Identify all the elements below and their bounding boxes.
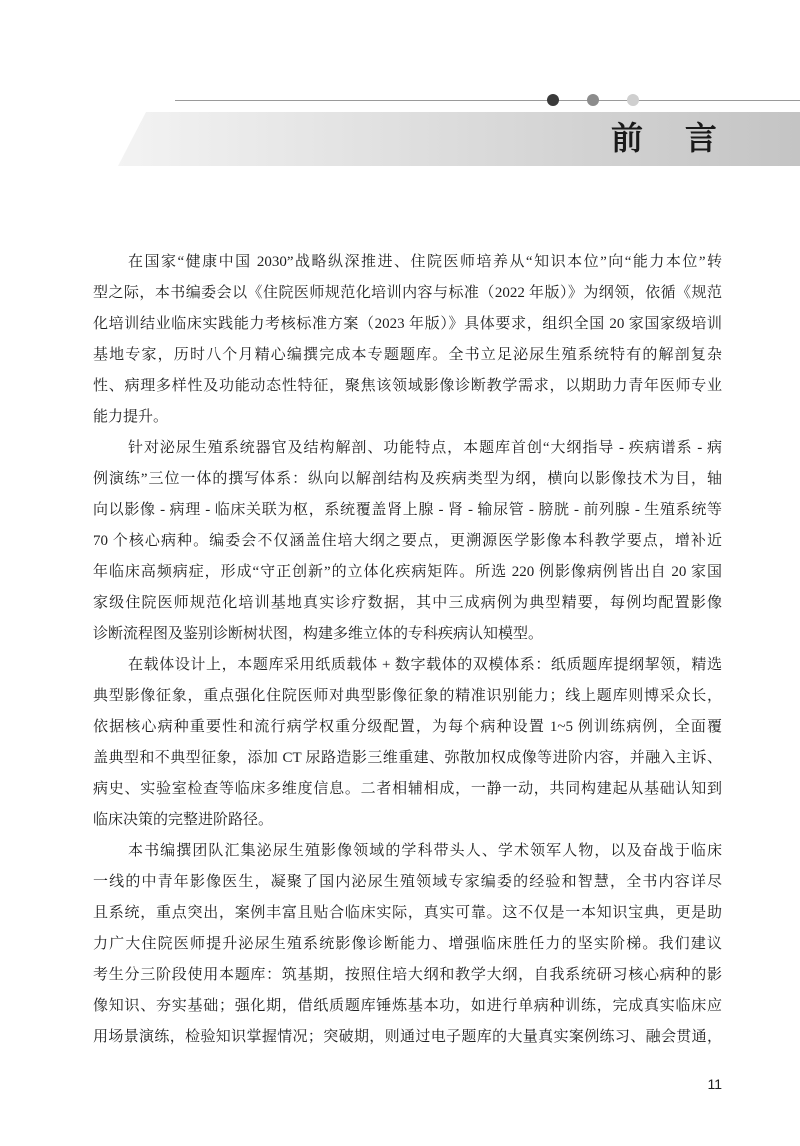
text-line: 本书编撰团队汇集泌尿生殖影像领域的学科带头人、学术领军人物，以及奋战于临床 — [128, 843, 722, 859]
text-line: 在载体设计上，本题库采用纸质载体 + 数字载体的双模体系：纸质题库提纲挈领，精选 — [128, 657, 722, 673]
header-rule — [175, 100, 800, 101]
text-line: 且系统，重点突出，案例丰富且贴合临床实际，真实可靠。这不仅是一本知识宝典，更是助 — [93, 905, 722, 921]
text-line: 性、病理多样性及功能动态性特征，聚焦该领域影像诊断教学需求，以期助力青年医师专业 — [93, 378, 722, 394]
text-line: 典型影像征象，重点强化住院医师对典型影像征象的精准识别能力；线上题库则博采众长， — [93, 688, 722, 704]
text-line: 年临床高频病症，形成“守正创新”的立体化疾病矩阵。所选 220 例影像病例皆出自 20 家国 — [93, 564, 722, 580]
text-line: 基地专家，历时八个月精心编撰完成本专题题库。全书立足泌尿生殖系统特有的解剖复杂 — [93, 347, 722, 363]
text-line: 化培训结业临床实践能力考核标准方案（2023 年版）》具体要求，组织全国 20 家国家级培训 — [93, 316, 722, 332]
text-line: 向以影像 - 病理 - 临床关联为枢，系统覆盖肾上腺 - 肾 - 输尿管 - 膀胱 - 前列腺 - 生殖系统等 — [93, 502, 722, 518]
header-dot — [627, 94, 639, 106]
text-line: 力广大住院医师提升泌尿生殖系统影像诊断能力、增强临床胜任力的坚实阶梯。我们建议 — [93, 936, 722, 952]
paragraph — [93, 247, 722, 433]
text-line: 考生分三阶段使用本题库：筑基期，按照住培大纲和教学大纲，自我系统研习核心病种的影 — [93, 967, 722, 983]
header-dot — [547, 94, 559, 106]
text-line: 病史、实验室检查等临床多维度信息。二者相辅相成，一静一动，共同构建起从基础认知到 — [93, 781, 722, 797]
preface-body — [93, 247, 722, 1053]
text-line: 能力提升。 — [93, 409, 169, 425]
text-line: 诊断流程图及鉴别诊断树状图，构建多维立体的专科疾病认知模型。 — [93, 626, 544, 642]
text-line: 针对泌尿生殖系统器官及结构解剖、功能特点，本题库首创“大纲指导 - 疾病谱系 - 病 — [128, 440, 722, 456]
text-line: 盖典型和不典型征象，添加 CT 尿路造影三维重建、弥散加权成像等进阶内容，并融入主诉、 — [93, 750, 722, 766]
text-line: 临床决策的完整进阶路径。 — [93, 812, 274, 828]
header-dot — [587, 94, 599, 106]
text-line: 70 个核心病种。编委会不仅涵盖住培大纲之要点，更溯源医学影像本科教学要点，增补近 — [93, 533, 722, 549]
page-title: 前 言 — [611, 120, 725, 156]
page-number: 11 — [707, 1076, 722, 1092]
text-line: 例演练”三位一体的撰写体系：纵向以解剖结构及疾病类型为纲，横向以影像技术为目，轴 — [93, 471, 722, 487]
text-line: 依据核心病种重要性和流行病学权重分级配置，为每个病种设置 1~5 例训练病例，全面覆 — [93, 719, 722, 735]
text-line: 型之际，本书编委会以《住院医师规范化培训内容与标准（2022 年版）》为纲领，依循《规范 — [93, 285, 722, 301]
text-line: 家级住院医师规范化培训基地真实诊疗数据，其中三成病例为典型精要，每例均配置影像 — [93, 595, 722, 611]
text-line: 在国家“健康中国 2030”战略纵深推进、住院医师培养从“知识本位”向“能力本位”转 — [128, 254, 722, 270]
paragraph — [93, 650, 722, 836]
paragraph — [93, 836, 722, 1053]
paragraph — [93, 433, 722, 650]
text-line: 一线的中青年影像医生，凝聚了国内泌尿生殖领域专家编委的经验和智慧，全书内容详尽 — [93, 874, 722, 890]
text-line: 像知识、夯实基础；强化期，借纸质题库锤炼基本功，如进行单病种训练，完成真实临床应 — [93, 998, 722, 1014]
text-line: 用场景演练，检验知识掌握情况；突破期，则通过电子题库的大量真实案例练习、融会贯通， — [93, 1029, 722, 1045]
